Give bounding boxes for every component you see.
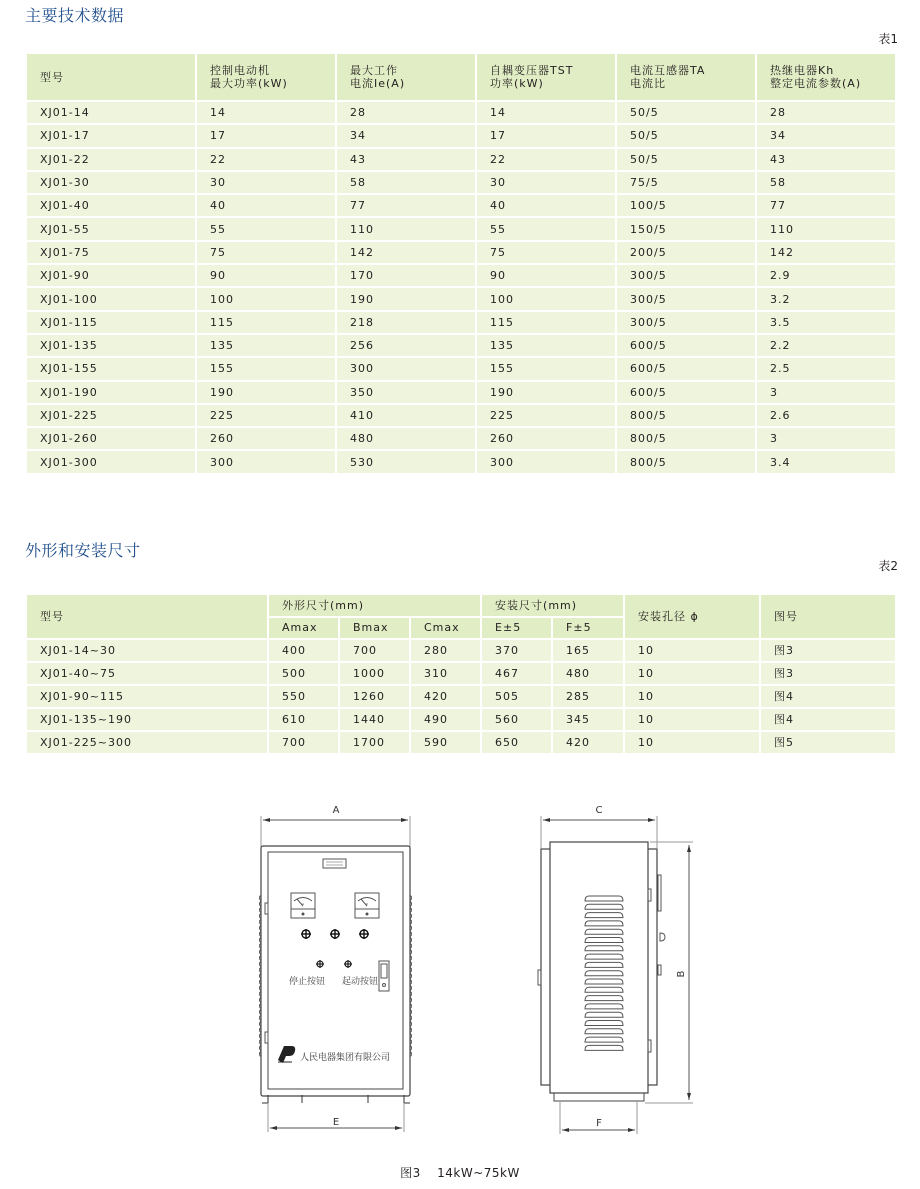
cell-transformer-power: 90 <box>476 264 616 287</box>
table-row <box>26 287 896 310</box>
indicator-lamps <box>301 929 369 939</box>
cell-max-current: 350 <box>336 381 476 404</box>
cell-figure-no: 图3 <box>760 639 896 662</box>
cell-transformer-power: 135 <box>476 334 616 357</box>
table-label-2: 表2 <box>878 559 898 573</box>
cell-thermal-relay: 58 <box>756 171 896 194</box>
cell-figure-no: 图4 <box>760 685 896 708</box>
cell-ct-ratio: 100/5 <box>616 194 756 217</box>
cell-hole-diameter: 10 <box>624 685 760 708</box>
cell-max-current: 28 <box>336 101 476 124</box>
cell-ct-ratio: 50/5 <box>616 101 756 124</box>
cell-max-current: 190 <box>336 287 476 310</box>
dim-label-b: B <box>676 970 687 978</box>
col-header-install-size: 安装尺寸(mm) <box>481 594 624 617</box>
section-title-tech-data: 主要技术数据 <box>25 6 125 25</box>
cell-model: XJ01-135~190 <box>26 708 268 731</box>
table-row <box>26 264 896 287</box>
cell-transformer-power: 115 <box>476 311 616 334</box>
cell-transformer-power: 190 <box>476 381 616 404</box>
cell-model: XJ01-40 <box>26 194 196 217</box>
dimensions-table <box>25 593 897 755</box>
cell-amax: 610 <box>268 708 339 731</box>
cell-model: XJ01-155 <box>26 357 196 380</box>
col-header-transformer-power: 自耦变压器TST 功率(kW) <box>476 53 616 101</box>
section-title-dimensions: 外形和安装尺寸 <box>25 541 141 560</box>
cell-e: 467 <box>481 662 552 685</box>
cell-thermal-relay: 34 <box>756 124 896 147</box>
cell-ct-ratio: 50/5 <box>616 148 756 171</box>
cell-transformer-power: 75 <box>476 241 616 264</box>
cell-motor-power: 115 <box>196 311 336 334</box>
dim-label-e: E <box>332 1117 340 1128</box>
cell-transformer-power: 40 <box>476 194 616 217</box>
cell-hole-diameter: 10 <box>624 708 760 731</box>
cell-ct-ratio: 200/5 <box>616 241 756 264</box>
table-row <box>26 217 896 240</box>
cell-f: 285 <box>552 685 624 708</box>
table-row <box>26 171 896 194</box>
cell-bmax: 1700 <box>339 731 410 754</box>
cell-ct-ratio: 800/5 <box>616 450 756 473</box>
cell-model: XJ01-14~30 <box>26 639 268 662</box>
table-header-row <box>26 594 896 617</box>
col-header-max-current: 最大工作 电流Ie(A) <box>336 53 476 101</box>
cell-motor-power: 75 <box>196 241 336 264</box>
cell-max-current: 110 <box>336 217 476 240</box>
col-header-figure-no: 图号 <box>760 594 896 639</box>
side-view <box>538 816 693 1134</box>
table-row <box>26 124 896 147</box>
cell-motor-power: 90 <box>196 264 336 287</box>
switch-icon <box>379 961 389 991</box>
stop-button-icon <box>316 960 324 968</box>
col-header-model: 型号 <box>26 594 268 639</box>
dim-label-a: A <box>332 805 340 816</box>
cell-amax: 550 <box>268 685 339 708</box>
cell-ct-ratio: 300/5 <box>616 287 756 310</box>
cell-max-current: 480 <box>336 427 476 450</box>
cell-transformer-power: 260 <box>476 427 616 450</box>
table-row <box>26 639 896 662</box>
cell-model: XJ01-30 <box>26 171 196 194</box>
cell-model: XJ01-14 <box>26 101 196 124</box>
table-row <box>26 708 896 731</box>
cell-transformer-power: 225 <box>476 404 616 427</box>
cell-motor-power: 40 <box>196 194 336 217</box>
cell-amax: 700 <box>268 731 339 754</box>
cell-transformer-power: 22 <box>476 148 616 171</box>
cell-model: XJ01-90~115 <box>26 685 268 708</box>
cell-motor-power: 17 <box>196 124 336 147</box>
cell-model: XJ01-90 <box>26 264 196 287</box>
cell-model: XJ01-300 <box>26 450 196 473</box>
cell-thermal-relay: 28 <box>756 101 896 124</box>
cell-e: 560 <box>481 708 552 731</box>
ammeter-label: A <box>301 902 305 906</box>
cell-ct-ratio: 800/5 <box>616 404 756 427</box>
cell-motor-power: 190 <box>196 381 336 404</box>
cell-f: 345 <box>552 708 624 731</box>
cell-thermal-relay: 2.5 <box>756 357 896 380</box>
col-header-outline-size: 外形尺寸(mm) <box>268 594 481 617</box>
cell-model: XJ01-225 <box>26 404 196 427</box>
tech-data-table <box>25 52 897 475</box>
cell-max-current: 218 <box>336 311 476 334</box>
cell-f: 420 <box>552 731 624 754</box>
cell-motor-power: 135 <box>196 334 336 357</box>
cell-max-current: 142 <box>336 241 476 264</box>
cell-motor-power: 155 <box>196 357 336 380</box>
cell-motor-power: 100 <box>196 287 336 310</box>
cell-cmax: 590 <box>410 731 481 754</box>
cell-motor-power: 22 <box>196 148 336 171</box>
cell-transformer-power: 17 <box>476 124 616 147</box>
nameplate-icon <box>323 859 346 868</box>
cell-motor-power: 300 <box>196 450 336 473</box>
cell-cmax: 310 <box>410 662 481 685</box>
cell-max-current: 170 <box>336 264 476 287</box>
table-row <box>26 311 896 334</box>
cell-hole-diameter: 10 <box>624 639 760 662</box>
table-row <box>26 662 896 685</box>
cell-transformer-power: 14 <box>476 101 616 124</box>
cell-ct-ratio: 600/5 <box>616 381 756 404</box>
dim-label-c: C <box>595 805 603 816</box>
cell-transformer-power: 300 <box>476 450 616 473</box>
cell-ct-ratio: 300/5 <box>616 311 756 334</box>
cell-f: 480 <box>552 662 624 685</box>
table-row <box>26 241 896 264</box>
cell-bmax: 1440 <box>339 708 410 731</box>
cell-ct-ratio: 75/5 <box>616 171 756 194</box>
cell-ct-ratio: 300/5 <box>616 264 756 287</box>
cell-figure-no: 图5 <box>760 731 896 754</box>
table-row <box>26 381 896 404</box>
cell-motor-power: 14 <box>196 101 336 124</box>
col-header-e: E±5 <box>481 617 552 640</box>
cell-thermal-relay: 43 <box>756 148 896 171</box>
cell-thermal-relay: 3 <box>756 427 896 450</box>
cell-amax: 400 <box>268 639 339 662</box>
cell-hole-diameter: 10 <box>624 662 760 685</box>
cell-bmax: 1000 <box>339 662 410 685</box>
table-row <box>26 148 896 171</box>
table-row <box>26 357 896 380</box>
cell-model: XJ01-55 <box>26 217 196 240</box>
table-row <box>26 101 896 124</box>
cell-motor-power: 55 <box>196 217 336 240</box>
company-name: 人民电器集团有限公司 <box>300 1053 391 1063</box>
table-header-row <box>26 53 896 101</box>
cell-transformer-power: 155 <box>476 357 616 380</box>
col-header-thermal-relay: 热继电器Kh 整定电流参数(A) <box>756 53 896 101</box>
cell-model: XJ01-190 <box>26 381 196 404</box>
front-view <box>260 816 412 1132</box>
cell-model: XJ01-100 <box>26 287 196 310</box>
start-button-label: 起动按钮 <box>341 977 379 987</box>
cell-max-current: 34 <box>336 124 476 147</box>
cell-max-current: 410 <box>336 404 476 427</box>
cell-model: XJ01-40~75 <box>26 662 268 685</box>
cell-max-current: 530 <box>336 450 476 473</box>
table-row <box>26 450 896 473</box>
cell-model: XJ01-75 <box>26 241 196 264</box>
cell-e: 370 <box>481 639 552 662</box>
col-header-motor-power: 控制电动机 最大功率(kW) <box>196 53 336 101</box>
cell-thermal-relay: 110 <box>756 217 896 240</box>
cell-thermal-relay: 2.9 <box>756 264 896 287</box>
cell-transformer-power: 30 <box>476 171 616 194</box>
col-header-f: F±5 <box>552 617 624 640</box>
cell-ct-ratio: 600/5 <box>616 357 756 380</box>
caption-figure-number: 图3 <box>400 1166 421 1180</box>
cell-thermal-relay: 3.4 <box>756 450 896 473</box>
figure-caption <box>0 1164 920 1181</box>
cell-transformer-power: 55 <box>476 217 616 240</box>
table-row <box>26 334 896 357</box>
cell-model: XJ01-115 <box>26 311 196 334</box>
dim-label-f: F <box>596 1118 602 1129</box>
table-row <box>26 685 896 708</box>
col-header-amax: Amax <box>268 617 339 640</box>
cell-bmax: 1260 <box>339 685 410 708</box>
cell-cmax: 280 <box>410 639 481 662</box>
cell-bmax: 700 <box>339 639 410 662</box>
table-row <box>26 427 896 450</box>
cell-max-current: 43 <box>336 148 476 171</box>
cell-motor-power: 225 <box>196 404 336 427</box>
cell-figure-no: 图3 <box>760 662 896 685</box>
cell-max-current: 256 <box>336 334 476 357</box>
col-header-cmax: Cmax <box>410 617 481 640</box>
cell-amax: 500 <box>268 662 339 685</box>
col-header-bmax: Bmax <box>339 617 410 640</box>
cell-cmax: 420 <box>410 685 481 708</box>
table-label-1: 表1 <box>878 32 898 46</box>
cell-e: 505 <box>481 685 552 708</box>
cell-thermal-relay: 3.2 <box>756 287 896 310</box>
cell-ct-ratio: 50/5 <box>616 124 756 147</box>
cell-ct-ratio: 150/5 <box>616 217 756 240</box>
cell-max-current: 77 <box>336 194 476 217</box>
cell-thermal-relay: 3 <box>756 381 896 404</box>
cell-model: XJ01-135 <box>26 334 196 357</box>
table-row <box>26 731 896 754</box>
cell-thermal-relay: 77 <box>756 194 896 217</box>
table-row <box>26 404 896 427</box>
cell-thermal-relay: 3.5 <box>756 311 896 334</box>
start-button-icon <box>344 960 352 968</box>
cell-model: XJ01-17 <box>26 124 196 147</box>
cabinet-dimension-drawing <box>0 790 920 1150</box>
cell-ct-ratio: 600/5 <box>616 334 756 357</box>
cell-thermal-relay: 142 <box>756 241 896 264</box>
col-header-ct-ratio: 电流互感器TA 电流比 <box>616 53 756 101</box>
cell-max-current: 58 <box>336 171 476 194</box>
cell-figure-no: 图4 <box>760 708 896 731</box>
caption-power-range: 14kW~75kW <box>437 1166 520 1180</box>
cell-model: XJ01-22 <box>26 148 196 171</box>
company-logo-icon <box>278 1046 295 1063</box>
cell-e: 650 <box>481 731 552 754</box>
cell-thermal-relay: 2.6 <box>756 404 896 427</box>
voltmeter-label: V <box>365 902 369 906</box>
cell-motor-power: 30 <box>196 171 336 194</box>
cell-thermal-relay: 2.2 <box>756 334 896 357</box>
cell-hole-diameter: 10 <box>624 731 760 754</box>
table-row <box>26 194 896 217</box>
cell-motor-power: 260 <box>196 427 336 450</box>
col-header-model: 型号 <box>26 53 196 101</box>
col-header-hole-diameter: 安装孔径 ϕ <box>624 594 760 639</box>
cell-max-current: 300 <box>336 357 476 380</box>
cell-f: 165 <box>552 639 624 662</box>
cell-model: XJ01-260 <box>26 427 196 450</box>
cell-transformer-power: 100 <box>476 287 616 310</box>
cell-ct-ratio: 800/5 <box>616 427 756 450</box>
cell-cmax: 490 <box>410 708 481 731</box>
stop-button-label: 停止按钮 <box>288 977 326 987</box>
cell-model: XJ01-225~300 <box>26 731 268 754</box>
